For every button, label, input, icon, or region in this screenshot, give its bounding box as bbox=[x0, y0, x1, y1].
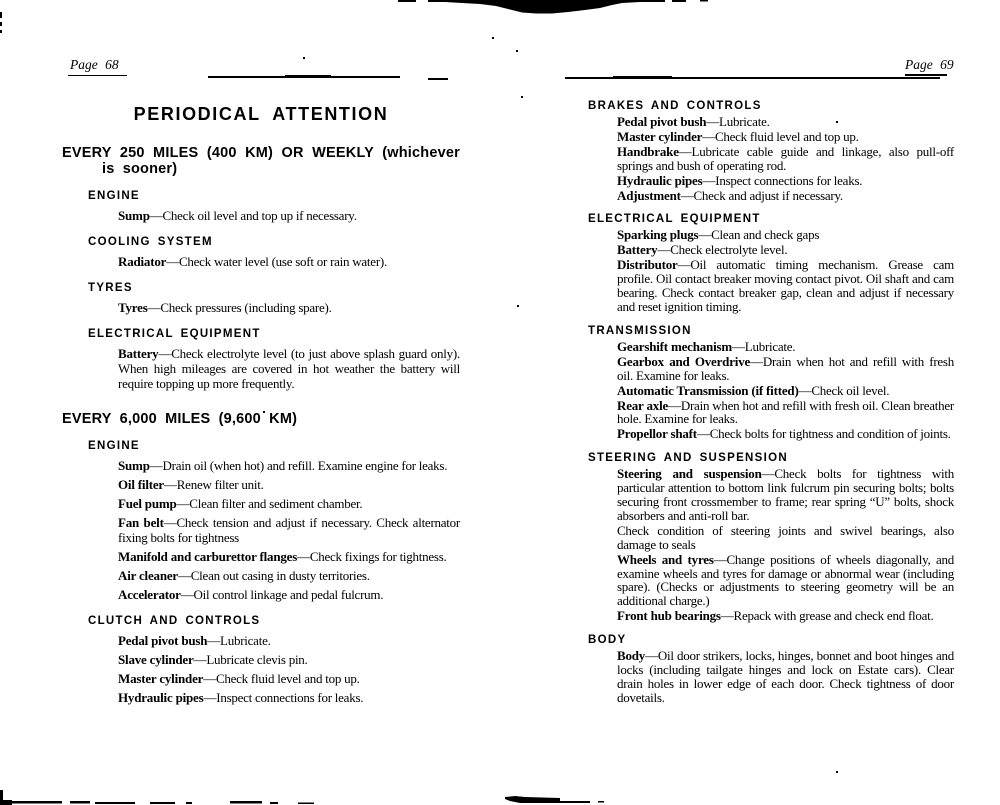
page-number-right: Page 69 bbox=[905, 57, 954, 72]
service-section bbox=[588, 452, 954, 623]
header-rule-dash bbox=[905, 74, 947, 76]
service-item-text: Drain oil (when hot) and refill. Examine engine for leaks. bbox=[162, 458, 448, 473]
service-item: Rear axle—Drain when hot and refill with fresh oil. Clean breather hole. Examine for leaks. bbox=[617, 397, 954, 427]
service-item-lead: Hydraulic pipes bbox=[118, 690, 204, 705]
service-item: Gearshift mechanism—Lubricate. bbox=[617, 338, 796, 354]
service-item-text: Check fluid level and top up. bbox=[215, 671, 360, 686]
service-item-text: Inspect connections for leaks. bbox=[715, 172, 863, 188]
section-heading: TYRES bbox=[88, 282, 133, 294]
service-item: Sump—Drain oil (when hot) and refill. Examine engine for leaks. bbox=[118, 458, 448, 473]
service-item: Master cylinder—Check fluid level and top up. bbox=[118, 671, 360, 686]
service-item-text: Check pressures (including spare). bbox=[160, 300, 332, 315]
service-item-lead: Manifold and carburettor flanges bbox=[118, 549, 298, 564]
service-item: Battery—Check electrolyte level (to just above splash guard only). When high mileages are covered in hot weather the battery will require topping up more frequently. bbox=[118, 346, 460, 391]
interval-heading: EVERY 250 MILES (400 KM) OR WEEKLY (whichever is sooner) bbox=[62, 145, 460, 177]
service-item-lead: Air cleaner bbox=[118, 568, 179, 583]
service-item: Master cylinder—Check fluid level and top up. bbox=[617, 128, 859, 144]
left-page-body bbox=[62, 145, 460, 705]
service-item: Wheels and tyres—Change positions of wheels diagonally, and examine wheels and tyres for damage or abnormal wear (including spare). (Checks or adjustments to steering geometry will be an additional charge.) bbox=[617, 551, 954, 609]
service-item-lead: Battery bbox=[617, 242, 658, 258]
scan-artifact-left-edge bbox=[0, 12, 2, 18]
service-item-text: Lubricate. bbox=[220, 633, 271, 648]
service-item-text: Check bolts for tightness and condition of joints. bbox=[709, 426, 951, 442]
service-item-text: Lubricate. bbox=[744, 338, 796, 354]
service-item-text: Check electrolyte level (to just above splash guard only). When high mileages are covered in hot weather the battery will require topping up more frequently. bbox=[118, 346, 460, 391]
service-item-text: Check bolts for tightness with particular attention to bottom link fulcrum pin securing bolts; bolts securing front crossmember to frame; rear spring “U” bolts, shock absorbers and anti-roll bar. bbox=[617, 466, 954, 523]
scan-artifact-left-edge bbox=[0, 30, 2, 33]
section-heading: CLUTCH AND CONTROLS bbox=[88, 615, 261, 627]
service-item-text: Repack with grease and check end float. bbox=[733, 608, 934, 624]
service-item-lead: Sump bbox=[118, 208, 150, 223]
section-heading: STEERING AND SUSPENSION bbox=[588, 452, 788, 465]
page-number-left: Page 68 bbox=[68, 57, 127, 76]
service-section bbox=[588, 325, 954, 441]
service-item-text: Lubricate clevis pin. bbox=[206, 652, 308, 667]
service-item-text: Clean filter and sediment chamber. bbox=[189, 496, 363, 511]
service-section bbox=[88, 190, 460, 223]
service-item-lead: Adjustment bbox=[617, 187, 681, 203]
section-heading: TRANSMISSION bbox=[588, 324, 692, 337]
service-item-text: Renew filter unit. bbox=[176, 477, 264, 492]
service-item: Handbrake—Lubricate cable guide and linkage, also pull-off springs and bush of operating rod. bbox=[617, 143, 954, 173]
scan-artifact-top-binding bbox=[0, 0, 1000, 20]
service-item bbox=[617, 524, 954, 552]
service-item-text: Inspect connections for leaks. bbox=[216, 690, 364, 705]
service-item: Steering and suspension—Check bolts for tightness with particular attention to bottom link fulcrum pin securing bolts; bolts securing front crossmember to frame; rear spring “U” bolts, shock absorbers and anti-roll bar. bbox=[617, 466, 954, 523]
service-item-lead: Sump bbox=[118, 458, 150, 473]
service-item-lead: Handbrake bbox=[617, 143, 679, 159]
service-item: Tyres—Check pressures (including spare). bbox=[118, 300, 332, 315]
service-item-text: Oil control linkage and pedal fulcrum. bbox=[193, 587, 384, 602]
service-item-text: Change positions of wheels diagonally, and examine wheels and tyres for damage or abnormal wear (including spare). (Checks or adjustments to steering geometry will be an additional charge.) bbox=[617, 551, 954, 609]
section-heading: ELECTRICAL EQUIPMENT bbox=[588, 213, 761, 226]
service-item-text: Check oil level. bbox=[811, 382, 890, 398]
service-item-text: Check water level (use soft or rain water). bbox=[178, 254, 387, 269]
service-item: Sparking plugs—Clean and check gaps bbox=[617, 227, 820, 243]
service-item-lead: Hydraulic pipes bbox=[617, 172, 703, 188]
service-item-lead: Propellor shaft bbox=[617, 426, 697, 442]
service-item-lead: Fuel pump bbox=[118, 496, 177, 511]
scan-speckle bbox=[836, 771, 838, 773]
section-heading: ENGINE bbox=[88, 440, 140, 452]
section-heading: COOLING SYSTEM bbox=[88, 236, 213, 248]
service-item-lead: Wheels and tyres bbox=[617, 551, 714, 567]
service-item: Fan belt—Check tension and adjust if necessary. Check alternator fixing bolts for tightness bbox=[118, 515, 460, 545]
section-heading: BODY bbox=[588, 634, 627, 647]
service-item-lead: Distributor bbox=[617, 257, 678, 273]
service-item-lead: Gearbox and Overdrive bbox=[617, 353, 751, 369]
service-item: Gearbox and Overdrive—Drain when hot and refill with fresh oil. Examine for leaks. bbox=[617, 353, 954, 383]
service-section bbox=[88, 328, 460, 391]
interval-heading: EVERY 6,000 MILES (9,600 KM) bbox=[62, 411, 298, 427]
service-item: Sump—Check oil level and top up if necessary. bbox=[118, 208, 357, 223]
service-item-text: Check electrolyte level. bbox=[670, 242, 788, 258]
service-section bbox=[588, 100, 954, 202]
service-item-text: Oil automatic timing mechanism. Grease cam profile. Oil contact breaker moving contact pivot. Oil shaft and cam bearing. Check contact breaker gap, clean and adjust if necessary and reset ignition timing. bbox=[617, 257, 954, 314]
service-item-lead: Rear axle bbox=[617, 397, 669, 413]
service-item-text: Lubricate cable guide and linkage, also pull-off springs and bush of operating rod. bbox=[617, 143, 954, 173]
service-section bbox=[588, 213, 954, 313]
scan-speckle bbox=[516, 50, 518, 52]
service-item-lead: Body bbox=[617, 648, 646, 664]
service-item-lead: Battery bbox=[118, 346, 159, 361]
service-item-lead: Pedal pivot bush bbox=[617, 114, 707, 129]
service-item-text: Clean and check gaps bbox=[711, 227, 820, 243]
service-item: Oil filter—Renew filter unit. bbox=[118, 477, 264, 492]
header-rule-thick bbox=[285, 75, 331, 78]
service-item: Pedal pivot bush—Lubricate. bbox=[118, 633, 271, 648]
service-item: Manifold and carburettor flanges—Check fixings for tightness. bbox=[118, 549, 447, 564]
service-item-text: Check and adjust if necessary. bbox=[693, 187, 843, 203]
service-section bbox=[88, 282, 460, 315]
scan-speckle bbox=[492, 37, 494, 39]
service-section bbox=[88, 440, 460, 602]
service-item: Fuel pump—Clean filter and sediment chamber. bbox=[118, 496, 363, 511]
service-item: Accelerator—Oil control linkage and pedal fulcrum. bbox=[118, 587, 384, 602]
service-item: Slave cylinder—Lubricate clevis pin. bbox=[118, 652, 308, 667]
scan-artifact-left-edge bbox=[0, 22, 2, 26]
scan-artifact-bottom-edge bbox=[0, 785, 1000, 805]
service-section bbox=[88, 615, 460, 705]
service-item-text: Check oil level and top up if necessary. bbox=[162, 208, 357, 223]
service-item-text: Lubricate. bbox=[719, 114, 770, 129]
service-item-lead: Tyres bbox=[118, 300, 148, 315]
service-item-text: Check fluid level and top up. bbox=[714, 128, 859, 144]
section-heading: ENGINE bbox=[88, 190, 140, 202]
service-item: Air cleaner—Clean out casing in dusty territories. bbox=[118, 568, 370, 583]
service-item: Body—Oil door strikers, locks, hinges, bonnet and boot hinges and locks (including tailgate hinges and lock on Estate cars). Clear drain holes in lower edge of each door. Check tightness of door dovetails. bbox=[617, 648, 954, 705]
header-rule-thick bbox=[613, 76, 672, 79]
section-heading: ELECTRICAL EQUIPMENT bbox=[88, 328, 261, 340]
service-item-lead: Gearshift mechanism bbox=[617, 338, 732, 354]
service-item: Propellor shaft—Check bolts for tightness and condition of joints. bbox=[617, 426, 951, 442]
right-page bbox=[588, 100, 954, 716]
left-page bbox=[62, 96, 460, 718]
service-item-text: Oil door strikers, locks, hinges, bonnet and boot hinges and locks (including tailgate hinges and lock on Estate cars). Clear drain holes in lower edge of each door. Check tightness of door dovetails. bbox=[617, 648, 954, 705]
service-item-lead: Oil filter bbox=[118, 477, 165, 492]
service-item-text: Drain when hot and refill with fresh oil. Examine for leaks. bbox=[617, 353, 954, 383]
service-item-lead: Master cylinder bbox=[617, 128, 703, 144]
service-item: Radiator—Check water level (use soft or rain water). bbox=[118, 254, 387, 269]
scan-speckle bbox=[517, 305, 519, 307]
service-item-lead: Sparking plugs bbox=[617, 227, 699, 243]
service-item: Battery—Check electrolyte level. bbox=[617, 242, 788, 258]
service-item-text: Check fixings for tightness. bbox=[309, 549, 447, 564]
service-item-lead: Accelerator bbox=[118, 587, 181, 602]
service-item-lead: Automatic Transmission (if fitted) bbox=[617, 382, 799, 398]
scan-speckle bbox=[303, 57, 305, 59]
service-item: Hydraulic pipes—Inspect connections for leaks. bbox=[617, 172, 863, 188]
service-item: Distributor—Oil automatic timing mechanism. Grease cam profile. Oil contact breaker moving contact pivot. Oil shaft and cam bearing. Check contact breaker gap, clean and adjust if necessary and reset ignition timing. bbox=[617, 257, 954, 314]
service-item-lead: Radiator bbox=[118, 254, 167, 269]
interval-group bbox=[62, 145, 460, 391]
service-item-lead: Master cylinder bbox=[118, 671, 204, 686]
scan-speckle bbox=[521, 96, 523, 98]
service-item-lead: Slave cylinder bbox=[118, 652, 194, 667]
service-item-lead: Front hub bearings bbox=[617, 608, 721, 624]
service-item-text: Check condition of steering joints and swivel bearings, also damage to seals bbox=[617, 522, 954, 552]
header-rule-dash bbox=[428, 78, 448, 80]
interval-group bbox=[62, 411, 460, 705]
section-heading: BRAKES AND CONTROLS bbox=[588, 100, 762, 112]
service-item: Front hub bearings—Repack with grease and check end float. bbox=[617, 608, 934, 624]
right-page-body bbox=[588, 100, 954, 705]
service-item: Hydraulic pipes—Inspect connections for leaks. bbox=[118, 690, 364, 705]
service-item: Adjustment—Check and adjust if necessary. bbox=[617, 187, 843, 203]
service-section bbox=[588, 634, 954, 705]
service-item-lead: Steering and suspension bbox=[617, 466, 762, 482]
document-title: PERIODICAL ATTENTION bbox=[133, 104, 389, 124]
service-item-lead: Pedal pivot bush bbox=[118, 633, 208, 648]
service-section bbox=[88, 236, 460, 269]
service-item-text: Drain when hot and refill with fresh oil. Clean breather hole. Examine for leaks. bbox=[617, 397, 954, 427]
service-item-lead: Fan belt bbox=[118, 515, 164, 530]
service-item-text: Check tension and adjust if necessary. Check alternator fixing bolts for tightness bbox=[118, 515, 460, 545]
service-item: Automatic Transmission (if fitted)—Check oil level. bbox=[617, 382, 890, 398]
service-item: Pedal pivot bush—Lubricate. bbox=[617, 114, 770, 129]
service-item-text: Clean out casing in dusty territories. bbox=[190, 568, 370, 583]
